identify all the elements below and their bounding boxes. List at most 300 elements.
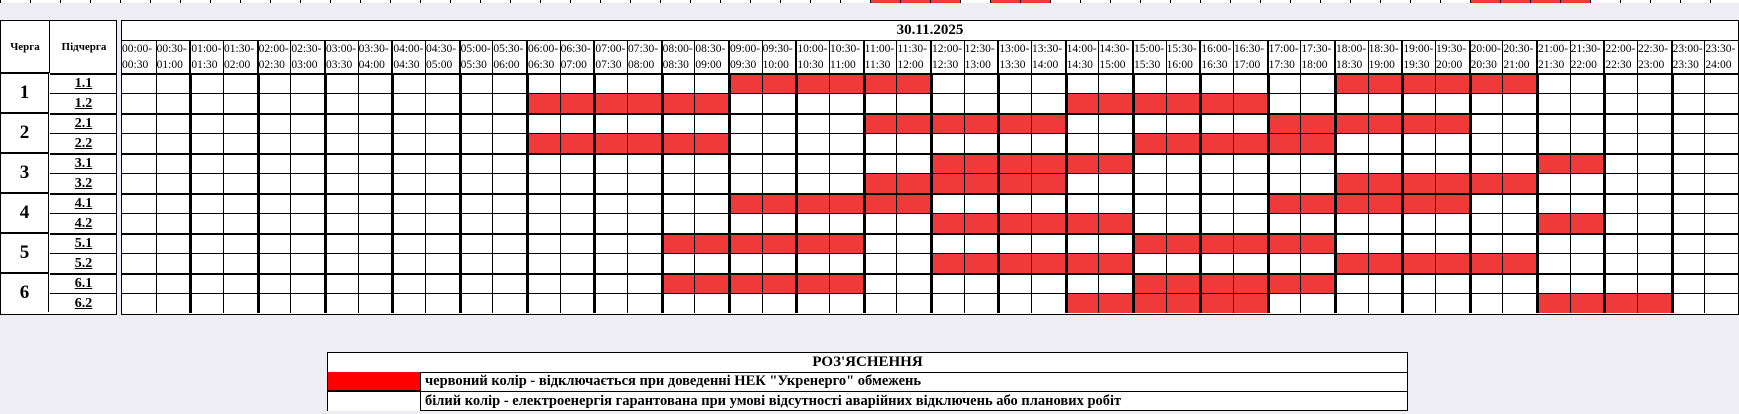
subqueue-header: Підчерга bbox=[61, 41, 107, 53]
outage-cell bbox=[1300, 193, 1334, 213]
time-slot-header: 02:30- 03:00 bbox=[290, 41, 324, 73]
outage-cell bbox=[1570, 213, 1604, 233]
power-cell bbox=[156, 173, 190, 193]
power-cell bbox=[661, 193, 695, 213]
outage-cell bbox=[1233, 93, 1267, 113]
outage-cell bbox=[1334, 113, 1368, 133]
queue-labels-panel bbox=[0, 20, 117, 315]
power-cell bbox=[560, 173, 594, 193]
previous-table-edge bbox=[0, 0, 1739, 4]
power-cell bbox=[694, 173, 728, 193]
power-cell bbox=[1065, 193, 1099, 213]
power-cell bbox=[997, 73, 1031, 93]
power-cell bbox=[358, 273, 392, 293]
power-cell bbox=[358, 193, 392, 213]
power-cell bbox=[1603, 193, 1637, 213]
subqueue-label: 4.1 bbox=[50, 193, 117, 213]
power-cell bbox=[358, 233, 392, 253]
power-cell bbox=[324, 213, 358, 233]
power-cell bbox=[324, 93, 358, 113]
power-cell bbox=[189, 193, 223, 213]
outage-cell bbox=[1065, 253, 1099, 273]
power-cell bbox=[1132, 73, 1166, 93]
power-cell bbox=[1435, 93, 1469, 113]
power-cell bbox=[122, 233, 156, 253]
power-cell bbox=[997, 193, 1031, 213]
time-slot-header: 20:30- 21:00 bbox=[1502, 41, 1536, 73]
power-cell bbox=[122, 153, 156, 173]
power-cell bbox=[1267, 213, 1301, 233]
outage-cell bbox=[1166, 293, 1200, 313]
power-cell bbox=[425, 113, 459, 133]
power-cell bbox=[1469, 153, 1503, 173]
outage-cell bbox=[930, 213, 964, 233]
power-cell bbox=[425, 273, 459, 293]
outage-cell bbox=[1536, 213, 1570, 233]
power-cell bbox=[358, 153, 392, 173]
power-cell bbox=[1334, 273, 1368, 293]
subqueue-label: 2.1 bbox=[50, 113, 117, 133]
power-cell bbox=[189, 293, 223, 313]
power-cell bbox=[694, 153, 728, 173]
outage-cell bbox=[930, 173, 964, 193]
power-cell bbox=[257, 93, 291, 113]
outage-cell bbox=[1334, 193, 1368, 213]
power-cell bbox=[223, 273, 257, 293]
power-cell bbox=[1199, 173, 1233, 193]
time-slot-header: 11:30- 12:00 bbox=[896, 41, 930, 73]
power-cell bbox=[997, 293, 1031, 313]
power-cell bbox=[122, 273, 156, 293]
power-cell bbox=[997, 93, 1031, 113]
outage-cell bbox=[1368, 73, 1402, 93]
time-slot-header: 01:30- 02:00 bbox=[223, 41, 257, 73]
outage-cell bbox=[661, 273, 695, 293]
time-slot-header: 05:00- 05:30 bbox=[460, 43, 491, 71]
power-cell bbox=[156, 113, 190, 133]
power-cell bbox=[593, 153, 627, 173]
power-cell bbox=[526, 293, 560, 313]
power-cell bbox=[896, 153, 930, 173]
queue-label: 1 bbox=[1, 72, 49, 112]
power-cell bbox=[324, 193, 358, 213]
power-cell bbox=[661, 213, 695, 233]
power-cell bbox=[1267, 73, 1301, 93]
power-cell bbox=[728, 153, 762, 173]
power-cell bbox=[1368, 133, 1402, 153]
power-cell bbox=[290, 233, 324, 253]
power-cell bbox=[795, 93, 829, 113]
power-cell bbox=[290, 73, 324, 93]
outage-cell bbox=[1132, 293, 1166, 313]
power-cell bbox=[189, 213, 223, 233]
power-cell bbox=[964, 193, 998, 213]
power-cell bbox=[526, 113, 560, 133]
outage-cell bbox=[1469, 73, 1503, 93]
time-slot-header: 00:00- 00:30 bbox=[122, 43, 153, 71]
power-cell bbox=[1098, 173, 1132, 193]
outage-cell bbox=[964, 253, 998, 273]
power-cell bbox=[1132, 113, 1166, 133]
power-cell bbox=[1671, 73, 1705, 93]
time-slot-header: 02:00- 02:30 bbox=[258, 43, 289, 71]
power-cell bbox=[1603, 233, 1637, 253]
power-cell bbox=[1704, 233, 1738, 253]
power-cell bbox=[1469, 273, 1503, 293]
outage-cell bbox=[694, 273, 728, 293]
power-cell bbox=[425, 293, 459, 313]
power-cell bbox=[391, 153, 425, 173]
power-cell bbox=[560, 253, 594, 273]
power-cell bbox=[425, 213, 459, 233]
outage-cell bbox=[1502, 173, 1536, 193]
outage-cell bbox=[1401, 253, 1435, 273]
power-cell bbox=[290, 213, 324, 233]
power-cell bbox=[1098, 73, 1132, 93]
power-cell bbox=[290, 113, 324, 133]
power-cell bbox=[1132, 213, 1166, 233]
time-slot-header: 15:00- 15:30 bbox=[1134, 43, 1165, 71]
outage-cell bbox=[1031, 253, 1065, 273]
power-cell bbox=[1536, 233, 1570, 253]
power-cell bbox=[795, 113, 829, 133]
power-cell bbox=[1704, 173, 1738, 193]
power-cell bbox=[492, 93, 526, 113]
power-cell bbox=[1300, 153, 1334, 173]
power-cell bbox=[526, 213, 560, 233]
power-cell bbox=[593, 273, 627, 293]
power-cell bbox=[1469, 93, 1503, 113]
time-slot-header: 21:30- 22:00 bbox=[1570, 41, 1604, 73]
outage-cell bbox=[1199, 273, 1233, 293]
power-cell bbox=[930, 73, 964, 93]
outage-cell bbox=[795, 273, 829, 293]
power-cell bbox=[257, 213, 291, 233]
power-cell bbox=[964, 133, 998, 153]
power-cell bbox=[661, 293, 695, 313]
outage-cell bbox=[1233, 293, 1267, 313]
power-cell bbox=[1469, 213, 1503, 233]
legend-red-swatch bbox=[328, 372, 421, 391]
power-cell bbox=[391, 193, 425, 213]
outage-cell bbox=[1065, 93, 1099, 113]
power-cell bbox=[492, 133, 526, 153]
outage-cell bbox=[1166, 93, 1200, 113]
time-slot-header: 10:30- 11:00 bbox=[829, 41, 863, 73]
power-cell bbox=[728, 173, 762, 193]
power-cell bbox=[728, 133, 762, 153]
power-cell bbox=[694, 213, 728, 233]
outage-cell bbox=[896, 193, 930, 213]
power-cell bbox=[189, 153, 223, 173]
power-cell bbox=[1536, 253, 1570, 273]
subqueue-label: 5.1 bbox=[50, 233, 117, 253]
outage-cell bbox=[526, 93, 560, 113]
power-cell bbox=[290, 293, 324, 313]
power-cell bbox=[1132, 193, 1166, 213]
time-slot-header: 22:30- 23:00 bbox=[1637, 41, 1671, 73]
power-cell bbox=[391, 293, 425, 313]
outage-cell bbox=[560, 93, 594, 113]
power-cell bbox=[694, 193, 728, 213]
power-cell bbox=[358, 113, 392, 133]
outage-cell bbox=[593, 93, 627, 113]
power-cell bbox=[1401, 153, 1435, 173]
power-cell bbox=[1603, 173, 1637, 193]
power-cell bbox=[829, 173, 863, 193]
power-cell bbox=[1401, 293, 1435, 313]
power-cell bbox=[492, 233, 526, 253]
power-cell bbox=[896, 213, 930, 233]
outage-cell bbox=[762, 273, 796, 293]
power-cell bbox=[762, 293, 796, 313]
power-cell bbox=[1671, 93, 1705, 113]
power-cell bbox=[762, 253, 796, 273]
power-cell bbox=[156, 133, 190, 153]
power-cell bbox=[1502, 233, 1536, 253]
power-cell bbox=[829, 113, 863, 133]
outage-cell bbox=[964, 113, 998, 133]
outage-cell bbox=[1267, 233, 1301, 253]
subqueue-label: 6.1 bbox=[50, 273, 117, 293]
power-cell bbox=[1603, 73, 1637, 93]
power-cell bbox=[627, 113, 661, 133]
outage-cell bbox=[829, 73, 863, 93]
time-slot-header: 22:00- 22:30 bbox=[1605, 43, 1636, 71]
power-cell bbox=[964, 93, 998, 113]
power-cell bbox=[526, 193, 560, 213]
power-cell bbox=[459, 133, 493, 153]
outage-cell bbox=[1267, 113, 1301, 133]
power-cell bbox=[1267, 153, 1301, 173]
power-cell bbox=[156, 73, 190, 93]
outage-cell bbox=[1132, 233, 1166, 253]
time-slot-header: 12:00- 12:30 bbox=[932, 43, 963, 71]
time-slot-header: 15:30- 16:00 bbox=[1166, 41, 1200, 73]
outage-cell bbox=[1098, 293, 1132, 313]
power-cell bbox=[1098, 233, 1132, 253]
time-slot-header: 18:30- 19:00 bbox=[1368, 41, 1402, 73]
power-cell bbox=[661, 173, 695, 193]
power-cell bbox=[1334, 213, 1368, 233]
power-cell bbox=[1368, 93, 1402, 113]
power-cell bbox=[762, 153, 796, 173]
power-cell bbox=[829, 293, 863, 313]
power-cell bbox=[997, 273, 1031, 293]
power-cell bbox=[223, 73, 257, 93]
power-cell bbox=[627, 233, 661, 253]
power-cell bbox=[863, 253, 897, 273]
time-slot-header: 20:00- 20:30 bbox=[1470, 43, 1501, 71]
power-cell bbox=[358, 253, 392, 273]
time-slot-header: 04:30- 05:00 bbox=[425, 41, 459, 73]
power-cell bbox=[661, 253, 695, 273]
time-slot-header: 06:30- 07:00 bbox=[560, 41, 594, 73]
power-cell bbox=[1671, 293, 1705, 313]
power-cell bbox=[122, 93, 156, 113]
power-cell bbox=[896, 273, 930, 293]
outage-cell bbox=[1098, 153, 1132, 173]
power-cell bbox=[1368, 213, 1402, 233]
time-slot-header: 04:00- 04:30 bbox=[393, 43, 424, 71]
power-cell bbox=[1637, 153, 1671, 173]
power-cell bbox=[1368, 273, 1402, 293]
power-cell bbox=[358, 213, 392, 233]
power-cell bbox=[694, 293, 728, 313]
outage-cell bbox=[1469, 253, 1503, 273]
power-cell bbox=[1637, 213, 1671, 233]
power-cell bbox=[1401, 273, 1435, 293]
outage-cell bbox=[1031, 173, 1065, 193]
outage-cell bbox=[1065, 153, 1099, 173]
power-cell bbox=[324, 253, 358, 273]
queue-label: 2 bbox=[1, 112, 49, 152]
power-cell bbox=[1199, 153, 1233, 173]
power-cell bbox=[459, 73, 493, 93]
power-cell bbox=[526, 273, 560, 293]
outage-cell bbox=[560, 133, 594, 153]
power-cell bbox=[324, 133, 358, 153]
queue-label: 5 bbox=[1, 232, 49, 272]
power-cell bbox=[1334, 293, 1368, 313]
legend-red-text: червоний колір - відключається при доведенні НЕК "Укренерго" обмежень bbox=[425, 373, 922, 389]
power-cell bbox=[257, 293, 291, 313]
subqueue-label: 1.2 bbox=[50, 93, 117, 113]
time-slot-header: 21:00- 21:30 bbox=[1538, 43, 1569, 71]
power-cell bbox=[391, 173, 425, 193]
power-cell bbox=[930, 193, 964, 213]
outage-cell bbox=[627, 93, 661, 113]
power-cell bbox=[560, 73, 594, 93]
outage-cell bbox=[1132, 93, 1166, 113]
outage-cell bbox=[1267, 193, 1301, 213]
time-slot-header: 13:00- 13:30 bbox=[999, 43, 1030, 71]
outage-cell bbox=[863, 73, 897, 93]
power-cell bbox=[391, 233, 425, 253]
power-cell bbox=[694, 73, 728, 93]
outage-cell bbox=[795, 73, 829, 93]
power-cell bbox=[896, 293, 930, 313]
power-cell bbox=[1570, 253, 1604, 273]
power-cell bbox=[257, 73, 291, 93]
power-cell bbox=[1300, 93, 1334, 113]
power-cell bbox=[1267, 173, 1301, 193]
power-cell bbox=[1603, 253, 1637, 273]
power-cell bbox=[1502, 153, 1536, 173]
power-cell bbox=[661, 153, 695, 173]
power-cell bbox=[1671, 193, 1705, 213]
outage-cell bbox=[1435, 73, 1469, 93]
power-cell bbox=[728, 93, 762, 113]
power-cell bbox=[930, 133, 964, 153]
power-cell bbox=[257, 153, 291, 173]
power-cell bbox=[257, 113, 291, 133]
power-cell bbox=[223, 173, 257, 193]
time-slot-header: 16:00- 16:30 bbox=[1201, 43, 1232, 71]
power-cell bbox=[1704, 153, 1738, 173]
power-cell bbox=[324, 113, 358, 133]
power-cell bbox=[1065, 113, 1099, 133]
outage-cell bbox=[1603, 293, 1637, 313]
outage-cell bbox=[1637, 293, 1671, 313]
power-cell bbox=[896, 253, 930, 273]
outage-cell bbox=[896, 113, 930, 133]
power-cell bbox=[257, 133, 291, 153]
outage-cell bbox=[1368, 253, 1402, 273]
power-cell bbox=[1536, 73, 1570, 93]
power-cell bbox=[661, 113, 695, 133]
outage-cell bbox=[1267, 273, 1301, 293]
outage-cell bbox=[1300, 233, 1334, 253]
power-cell bbox=[1132, 173, 1166, 193]
outage-cell bbox=[1536, 153, 1570, 173]
power-cell bbox=[290, 273, 324, 293]
subqueue-label: 5.2 bbox=[50, 253, 117, 273]
power-cell bbox=[526, 73, 560, 93]
power-cell bbox=[425, 233, 459, 253]
outage-cell bbox=[930, 113, 964, 133]
power-cell bbox=[1334, 93, 1368, 113]
power-cell bbox=[1637, 93, 1671, 113]
power-cell bbox=[189, 93, 223, 113]
power-cell bbox=[1637, 133, 1671, 153]
outage-cell bbox=[1502, 253, 1536, 273]
power-cell bbox=[492, 173, 526, 193]
power-cell bbox=[122, 173, 156, 193]
power-cell bbox=[189, 273, 223, 293]
power-cell bbox=[358, 93, 392, 113]
power-cell bbox=[290, 173, 324, 193]
power-cell bbox=[593, 233, 627, 253]
power-cell bbox=[1166, 113, 1200, 133]
legend-title: РОЗ'ЯСНЕННЯ bbox=[328, 353, 1407, 373]
outage-cell bbox=[728, 233, 762, 253]
power-cell bbox=[829, 93, 863, 113]
power-cell bbox=[728, 293, 762, 313]
power-cell bbox=[1065, 273, 1099, 293]
power-cell bbox=[627, 193, 661, 213]
power-cell bbox=[1199, 73, 1233, 93]
power-cell bbox=[762, 133, 796, 153]
power-cell bbox=[425, 153, 459, 173]
power-cell bbox=[257, 173, 291, 193]
time-slot-header: 17:00- 17:30 bbox=[1268, 43, 1299, 71]
power-cell bbox=[1570, 93, 1604, 113]
queue-label: 4 bbox=[1, 192, 49, 232]
power-cell bbox=[425, 73, 459, 93]
power-cell bbox=[1435, 293, 1469, 313]
power-cell bbox=[1031, 273, 1065, 293]
power-cell bbox=[1199, 113, 1233, 133]
power-cell bbox=[1502, 273, 1536, 293]
outage-cell bbox=[1166, 233, 1200, 253]
time-slot-header: 09:00- 09:30 bbox=[730, 43, 761, 71]
outage-cell bbox=[526, 133, 560, 153]
power-cell bbox=[1502, 133, 1536, 153]
power-cell bbox=[1502, 93, 1536, 113]
time-slot-header: 12:30- 13:00 bbox=[964, 41, 998, 73]
power-cell bbox=[122, 113, 156, 133]
power-cell bbox=[1098, 273, 1132, 293]
power-cell bbox=[492, 193, 526, 213]
power-cell bbox=[526, 153, 560, 173]
power-cell bbox=[1536, 93, 1570, 113]
power-cell bbox=[391, 113, 425, 133]
power-cell bbox=[997, 133, 1031, 153]
power-cell bbox=[122, 73, 156, 93]
queue-label: 3 bbox=[1, 152, 49, 192]
power-cell bbox=[189, 113, 223, 133]
